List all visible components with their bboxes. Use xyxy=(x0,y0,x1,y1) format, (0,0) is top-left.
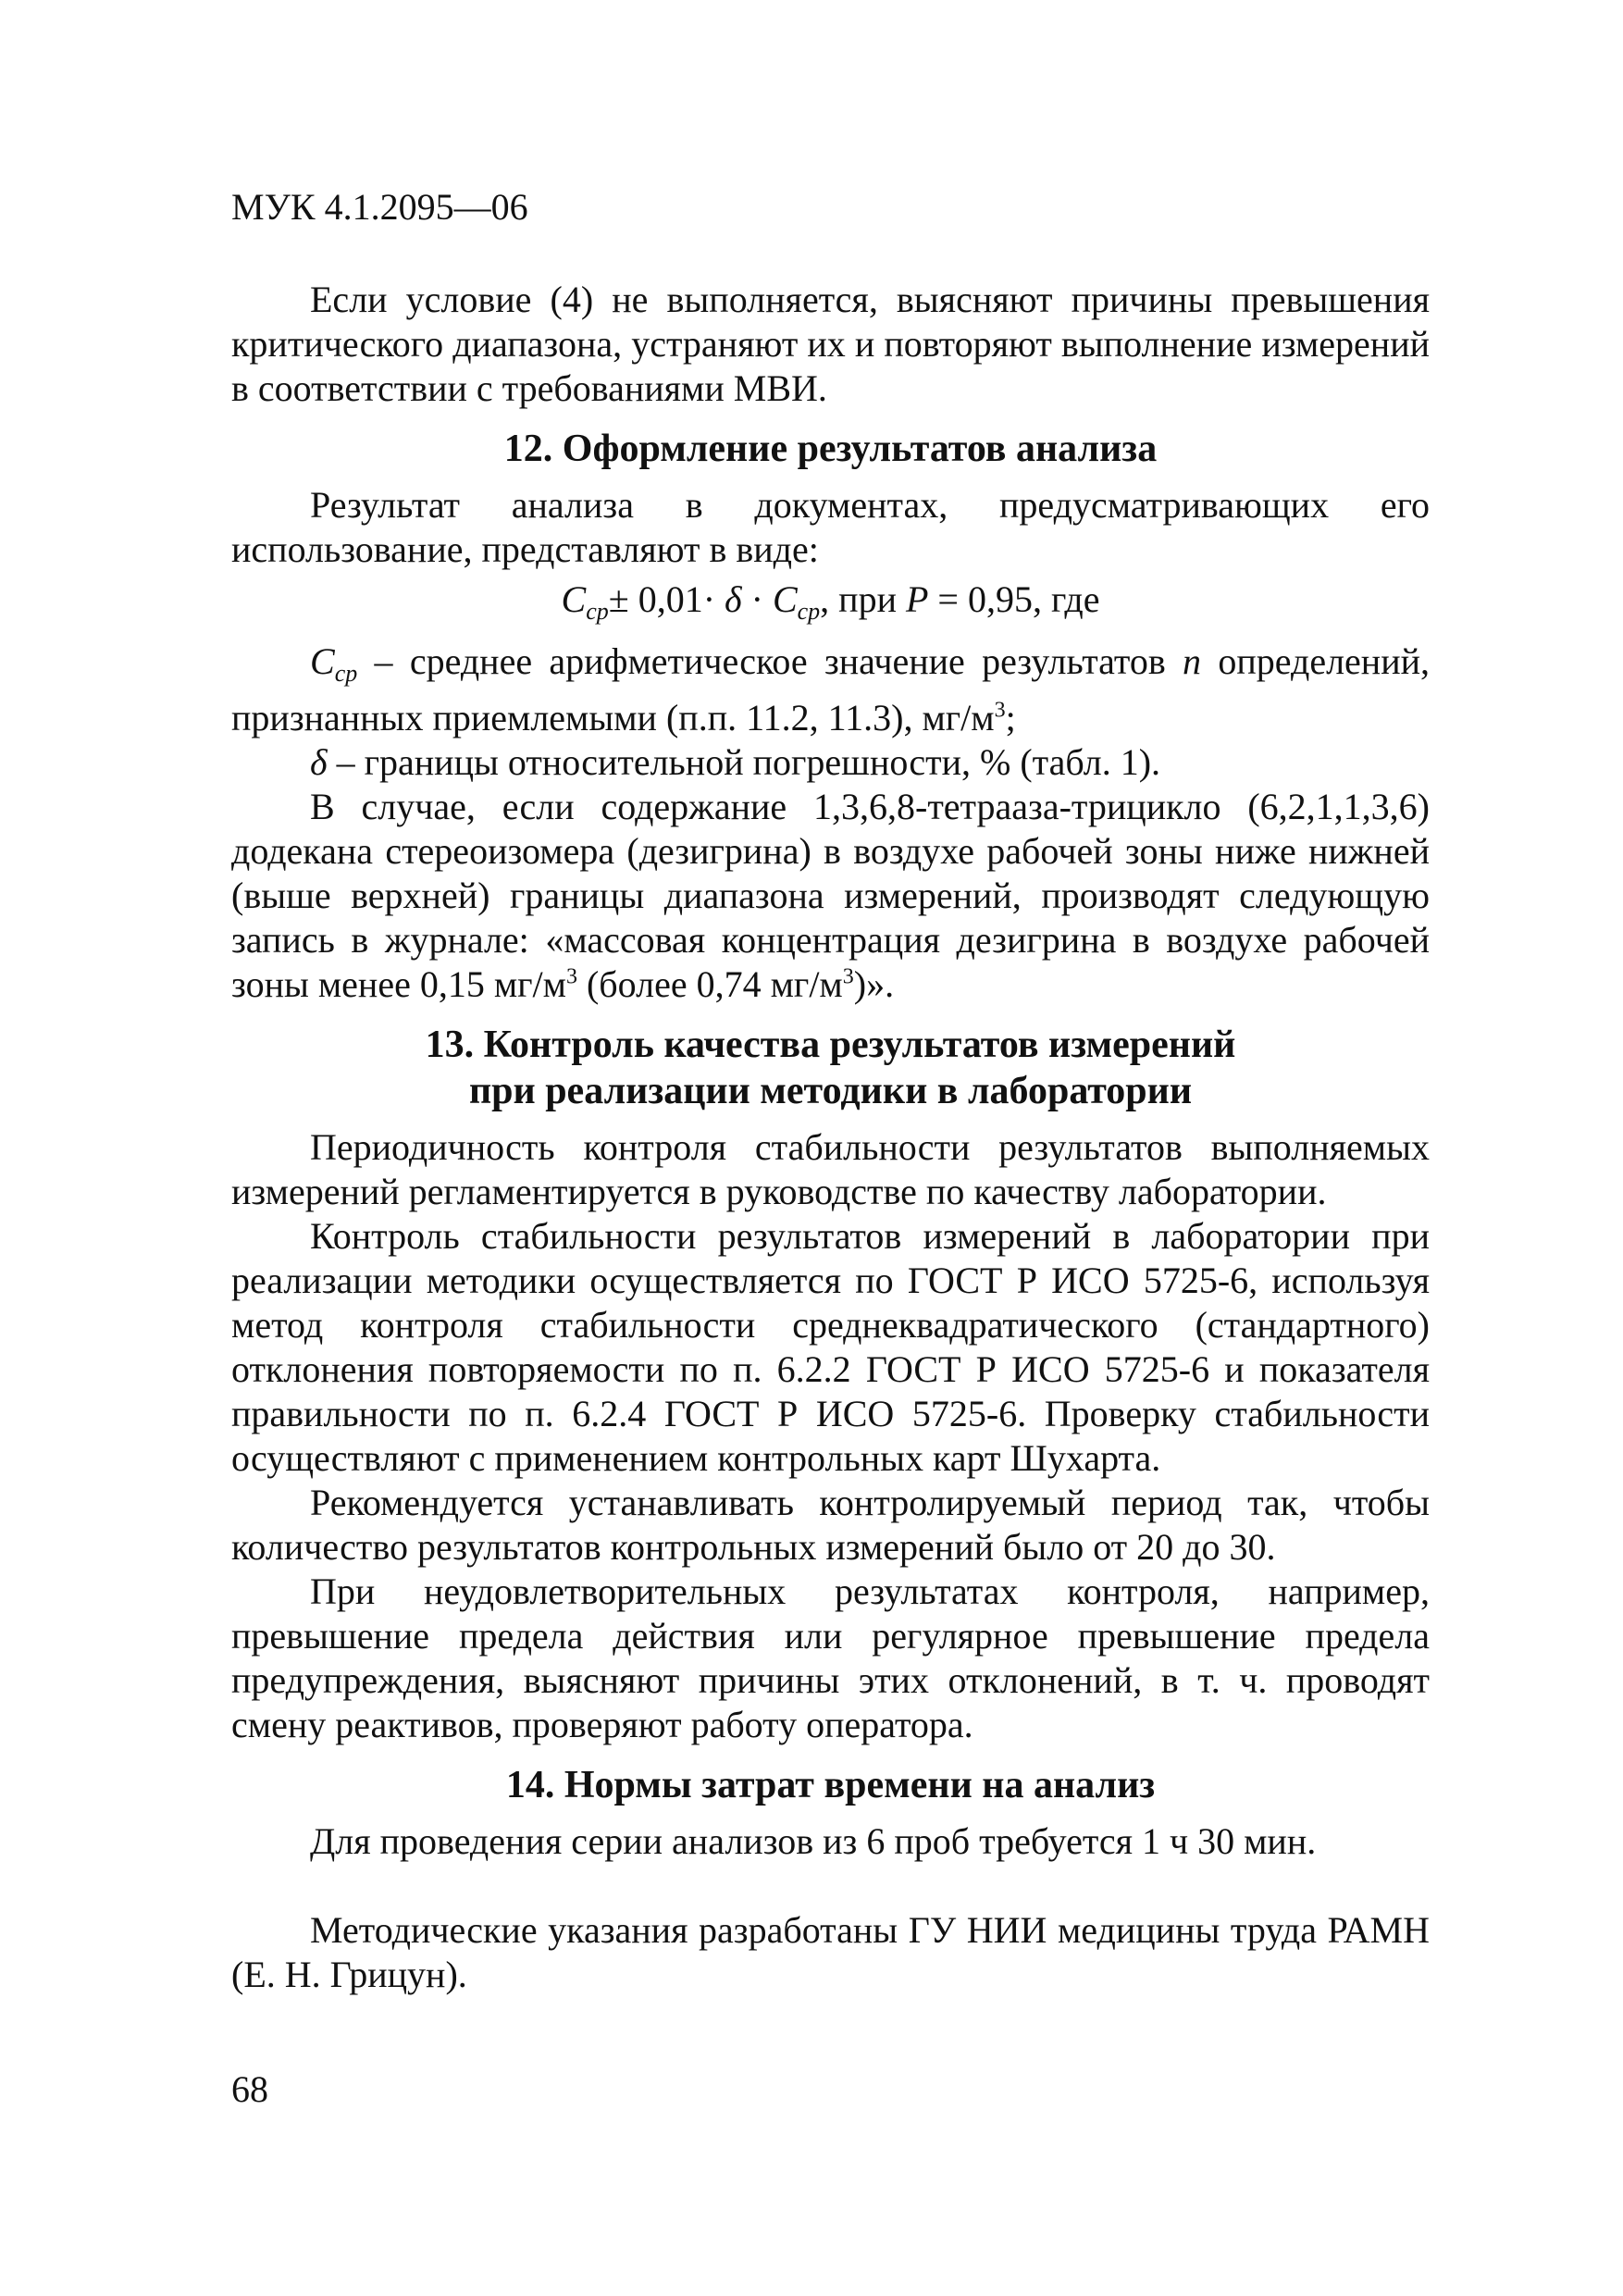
p2-text-3: )». xyxy=(853,963,895,1005)
page-number: 68 xyxy=(231,2068,268,2110)
definition-c xyxy=(231,639,1430,740)
section-12-title: 12. Оформление результатов анализа xyxy=(503,428,1158,470)
def-c-text-2: определений, признанных приемлемыми (п.п. 11.2, 11.3), мг/м xyxy=(231,640,1431,738)
document-page xyxy=(231,0,1430,2296)
section-13-paragraph-2: Контроль стабильности результатов измерений в лаборатории при реализации методики осуществляется по ГОСТ Р ИСО 5725-6, используя метод контроля стабильности среднеквадратического (стандартного) отклонения повторяемости по п. 6.2.2 ГОСТ Р ИСО 5725-6 и показателя правильности по п. 6.2.4 ГОСТ Р ИСО 5725-6. Проверку стабильности осуществляют с применением контрольных карт Шухарта. xyxy=(231,1215,1430,1479)
section-13-title-line-2: при реализации методики в лаборатории xyxy=(468,1070,1193,1112)
p2-superscript-1: 3 xyxy=(565,964,577,989)
formula-c-symbol: C xyxy=(561,578,587,620)
p2-text-1: В случае, если содержание 1,3,6,8-тетрааза-трицикло (6,2,1,1,3,6) додекана стереоизомера (дезигрина) в воздухе рабочей зоны ниже нижней (выше верхней) границы диапазона измерений, производят следующую запись в журнале: «массовая концентрация дезигрина в воздухе рабочей зоны менее 0,15 мг/м xyxy=(231,786,1430,1005)
formula-dot: · xyxy=(741,578,773,620)
def-c-superscript: 3 xyxy=(994,698,1006,723)
section-13-paragraph-4: При неудовлетворительных результатах контроля, например, превышение предела действия или регулярное превышение предела предупреждения, выясняют причины этих отклонений, в т. ч. проводят смену реактивов, проверяют работу оператора. xyxy=(231,1570,1430,1745)
credits-paragraph: Методические указания разработаны ГУ НИИ медицины труда РАМН (Е. Н. Грицун). xyxy=(231,1909,1430,1995)
formula-tail-2: = 0,95, где xyxy=(928,578,1100,620)
formula-c2-subscript: ср xyxy=(797,598,821,625)
p2-text-2: (более 0,74 мг/м xyxy=(576,963,843,1005)
section-12-paragraph-1: Результат анализа в документах, предусматривающих его использование, представляют в виде: xyxy=(231,484,1430,570)
def-c-n: n xyxy=(1183,640,1202,682)
spacer xyxy=(231,1864,1430,1908)
section-13-title-line-1: 13. Контроль качества результатов измерений xyxy=(425,1024,1236,1066)
document-code: МУК 4.1.2095—06 xyxy=(231,186,528,228)
intro-paragraph: Если условие (4) не выполняется, выясняют причины превышения критического диапазона, устраняют их и повторяют выполнение измерений в соответствии с требованиями МВИ. xyxy=(231,279,1430,409)
def-delta-symbol: δ xyxy=(310,741,328,783)
formula-delta-symbol: δ xyxy=(725,578,742,620)
formula-c-subscript: ср xyxy=(586,598,609,625)
section-13-title xyxy=(231,1022,1430,1114)
page-content xyxy=(231,278,1430,1997)
formula-p-symbol: P xyxy=(905,578,929,620)
section-13-paragraph-1: Периодичность контроля стабильности результатов выполняемых измерений регламентируется в руководстве по качеству лаборатории. xyxy=(231,1126,1430,1212)
section-14-paragraph: Для проведения серии анализов из 6 проб требуется 1 ч 30 мин. xyxy=(310,1820,1317,1862)
def-c-text-3: ; xyxy=(1005,697,1016,738)
def-delta-text: – границы относительной погрешности, % (табл. 1). xyxy=(327,741,1161,783)
formula-c2-symbol: C xyxy=(772,578,798,620)
section-14-title: 14. Нормы затрат времени на анализ xyxy=(505,1764,1156,1806)
def-c-subscript: ср xyxy=(334,660,358,687)
formula-middle: ± 0,01· xyxy=(608,578,725,620)
def-c-symbol: C xyxy=(310,640,335,682)
p2-superscript-2: 3 xyxy=(842,964,854,989)
result-formula xyxy=(231,577,1430,634)
formula-tail-1: , при xyxy=(820,578,906,620)
def-c-text-1: – среднее арифметическое значение результатов xyxy=(357,640,1183,682)
section-12-paragraph-2 xyxy=(231,785,1430,1007)
section-13-paragraph-3: Рекомендуется устанавливать контролируемый период так, чтобы количество результатов контрольных измерений было от 20 до 30. xyxy=(231,1482,1430,1568)
definition-delta xyxy=(231,740,1430,785)
